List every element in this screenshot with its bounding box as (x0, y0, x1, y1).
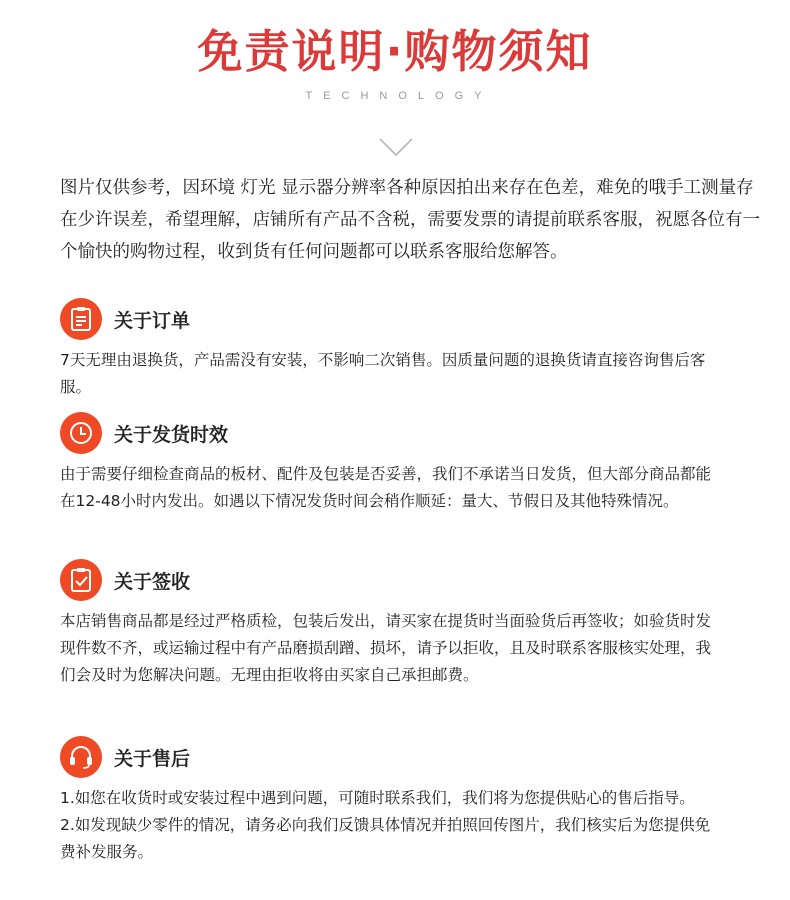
section-title: 关于售后 (114, 747, 191, 770)
section-body (60, 347, 720, 401)
section-paragraph: 2.如发现缺少零件的情况，请务必向我们反馈具体情况并拍照回传图片，我们核实后为您提供免费补发服务。 (60, 816, 711, 861)
section-body (60, 608, 720, 689)
section-paragraph: 由于需要仔细检查商品的板材、配件及包装是否妥善，我们不承诺当日发货，但大部分商品都能在12-48小时内发出。如遇以下情况发货时间会稍作顺延：量大、节假日及其他特殊情况。 (60, 465, 712, 510)
section-body (60, 785, 720, 866)
section-paragraph: 7天无理由退换货，产品需没有安装，不影响二次销售。因质量问题的退换货请直接咨询售后客服。 (60, 351, 706, 396)
clipboard-icon (60, 298, 102, 340)
intro-paragraph: 图片仅供参考，因环境 灯光 显示器分辨率各种原因拍出来存在色差，难免的哦手工测量存在少许误差，希望理解，店铺所有产品不含税，需要发票的请提前联系客服，祝愿各位有一个愉快的购物过程，收到货有任何问题都可以联系客服给您解答。 (60, 178, 760, 262)
section-header (60, 735, 720, 779)
section-order (60, 297, 720, 401)
checklist-icon (60, 559, 102, 601)
section-title: 关于签收 (114, 570, 191, 593)
section-body (60, 461, 720, 515)
section-header (60, 297, 720, 341)
section-title: 关于订单 (114, 309, 191, 332)
page-title: 免责说明·购物须知 (197, 25, 593, 78)
section-after-sales (60, 735, 720, 866)
section-paragraph: 本店销售商品都是经过严格质检，包装后发出，请买家在提货时当面验货后再签收；如验货时发现件数不齐，或运输过程中有产品磨损刮蹭、损坏，请予以拒收，且及时联系客服核实处理，我们会及时为您解决问题。无理由拒收将由买家自己承担邮费。 (60, 612, 712, 684)
section-signing (60, 558, 720, 689)
section-shipping (60, 411, 720, 515)
section-header (60, 411, 720, 455)
section-header (60, 558, 720, 602)
section-title: 关于发货时效 (114, 423, 229, 446)
page-subtitle: TECHNOLOGY (305, 90, 493, 102)
chevron-down-icon (378, 136, 414, 158)
section-paragraph: 1.如您在收货时或安装过程中遇到问题，可随时联系我们，我们将为您提供贴心的售后指导。 (60, 789, 695, 807)
clock-icon (60, 412, 102, 454)
headset-icon (60, 736, 102, 778)
